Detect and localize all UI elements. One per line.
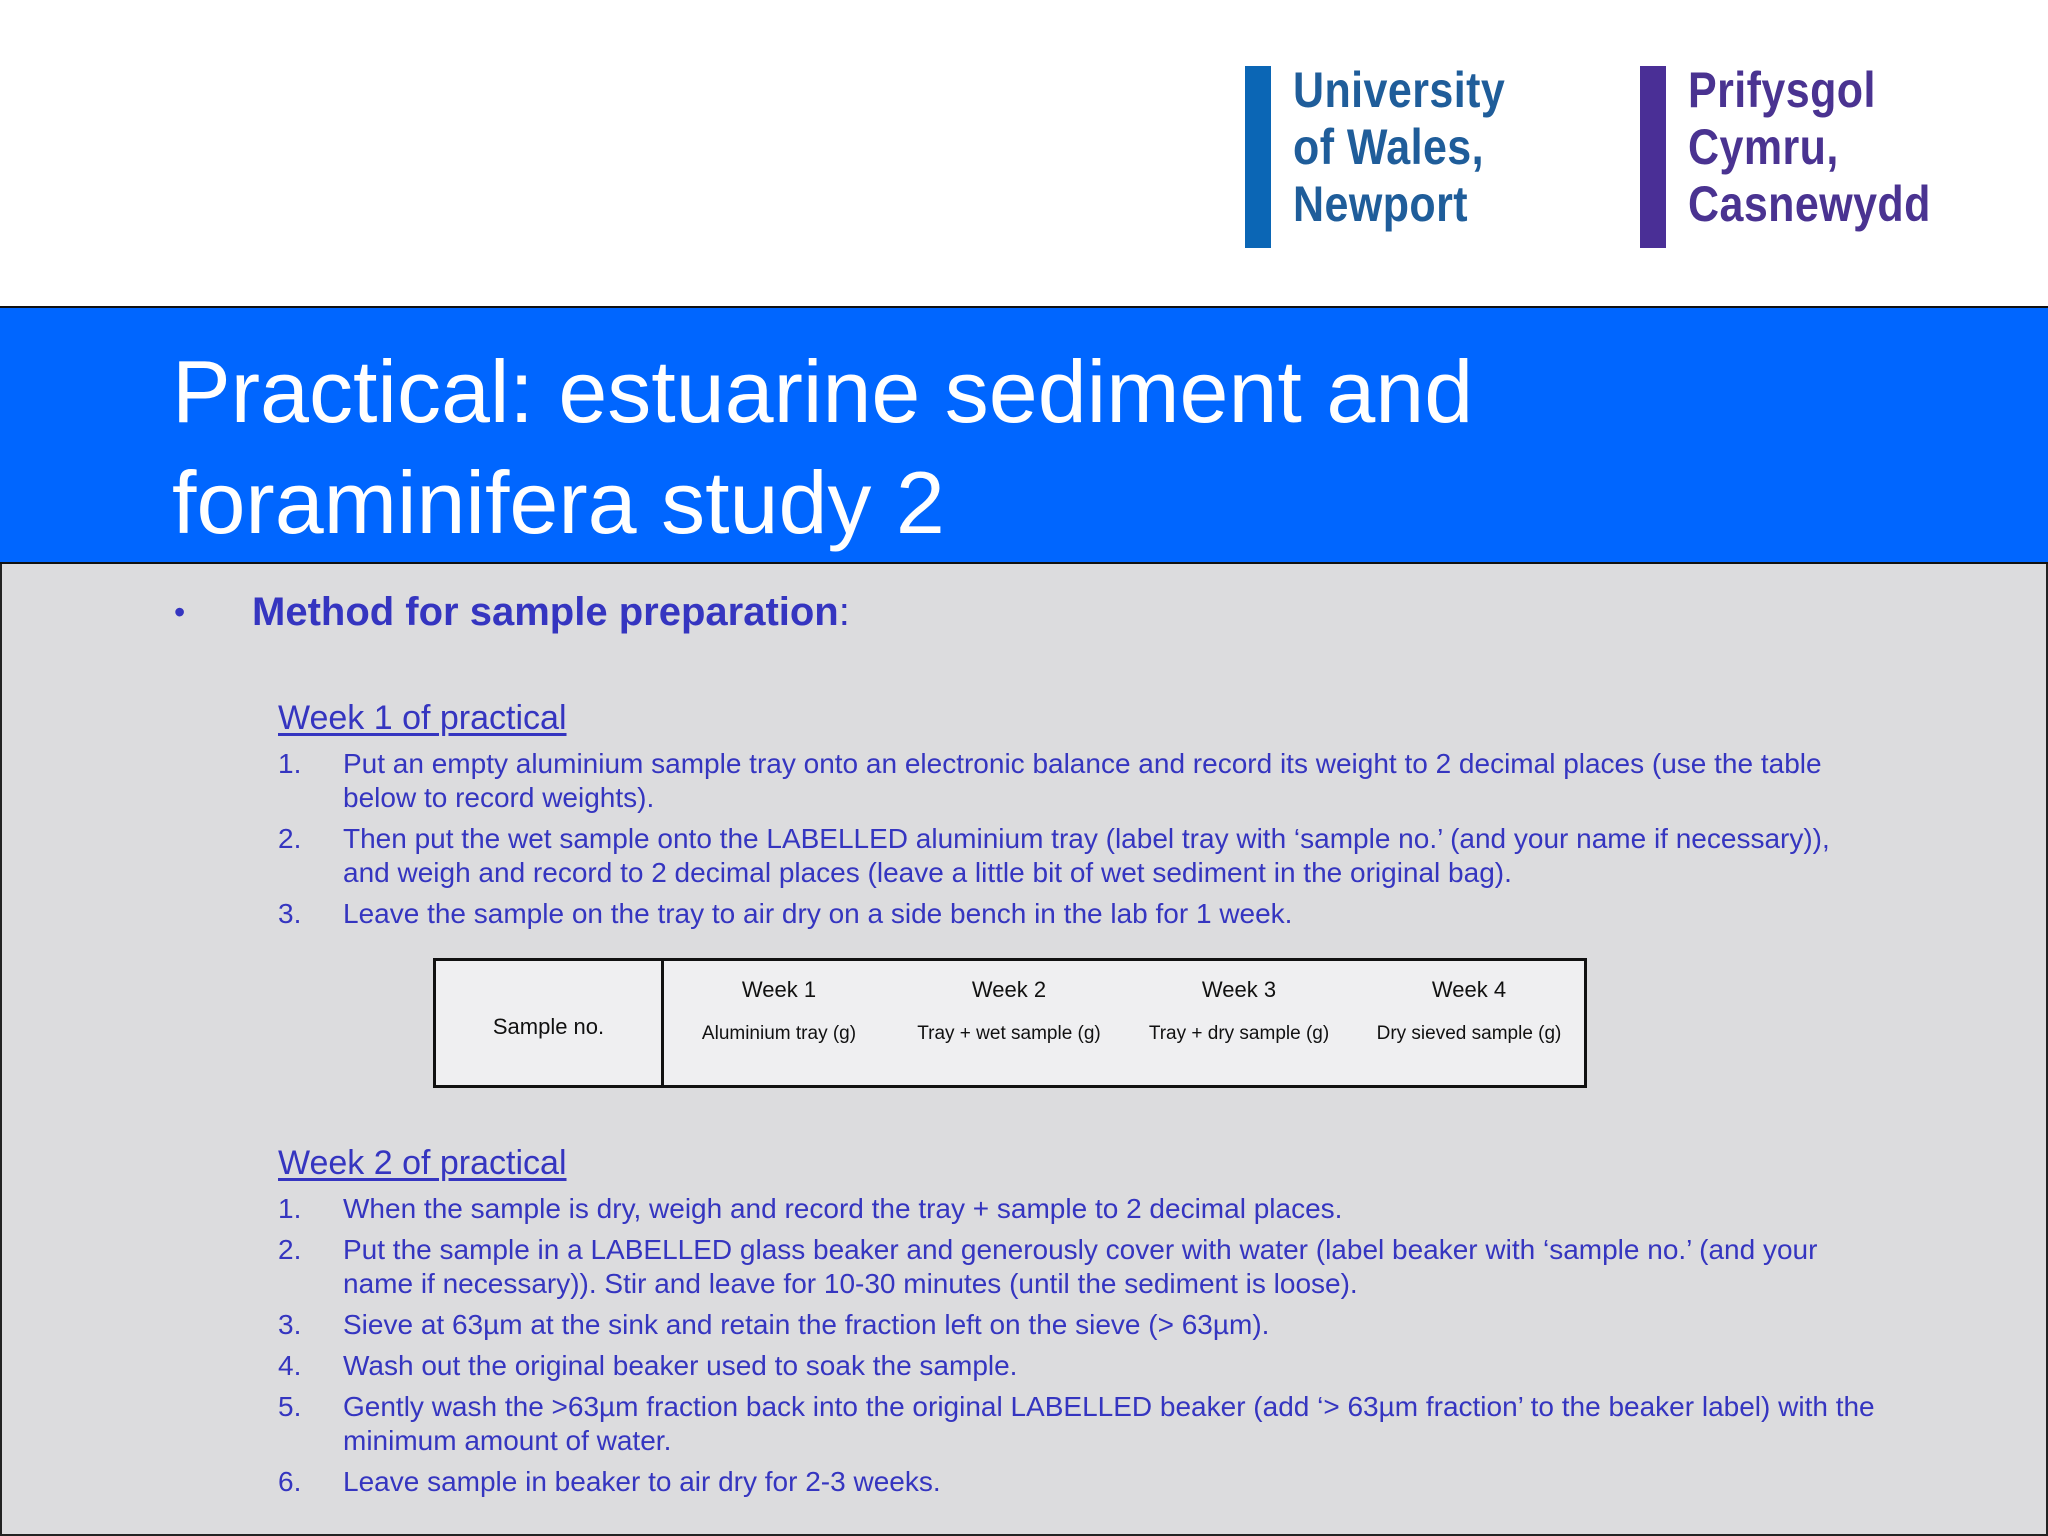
university-logo-english xyxy=(1245,62,1506,248)
logo-bar xyxy=(1245,66,1271,248)
logo-line: Cymru, xyxy=(1688,119,1839,175)
week2-steps xyxy=(278,1192,1878,1506)
logo-line: Newport xyxy=(1293,176,1469,232)
table-week-label: Week 4 xyxy=(1431,977,1507,1002)
university-logo-welsh xyxy=(1640,62,1940,248)
step-number: 2. xyxy=(278,1234,302,1265)
step-item xyxy=(278,897,1878,931)
week1-heading: Week 1 of practical xyxy=(278,699,567,737)
logo-text xyxy=(1688,62,1931,233)
step-number: 1. xyxy=(278,1193,302,1224)
weights-table xyxy=(433,958,1587,1088)
step-number: 3. xyxy=(278,1309,302,1340)
step-item xyxy=(278,747,1878,815)
step-item xyxy=(278,1308,1878,1342)
logo-line: of Wales, xyxy=(1293,119,1485,175)
week2-heading: Week 2 of practical xyxy=(278,1144,567,1182)
table-column-week3 xyxy=(1124,961,1354,1085)
logo-line: Casnewydd xyxy=(1688,176,1931,232)
step-text: Wash out the original beaker used to soak the sample. xyxy=(343,1350,1018,1381)
table-column-week2 xyxy=(894,961,1124,1085)
step-number: 1. xyxy=(278,748,302,779)
table-measure-label: Tray + wet sample (g) xyxy=(917,1023,1101,1044)
week1-steps xyxy=(278,747,1878,938)
step-item xyxy=(278,822,1878,890)
table-column-week1 xyxy=(664,961,894,1085)
method-heading-text xyxy=(252,588,850,636)
table-measure-label: Aluminium tray (g) xyxy=(701,1023,857,1044)
table-measure-label: Dry sieved sample (g) xyxy=(1376,1023,1562,1044)
title-band xyxy=(0,306,2048,564)
table-week-label: Week 1 xyxy=(741,977,817,1002)
method-heading-suffix: : xyxy=(838,590,850,634)
step-item xyxy=(278,1349,1878,1383)
table-header-sample-no: Sample no. xyxy=(436,961,664,1085)
method-heading-bold: Method for sample preparation xyxy=(252,590,839,634)
step-item xyxy=(278,1390,1878,1458)
step-item xyxy=(278,1192,1878,1226)
step-number: 2. xyxy=(278,823,302,854)
table-column-week4 xyxy=(1354,961,1584,1085)
step-text: When the sample is dry, weigh and record the tray + sample to 2 decimal places. xyxy=(343,1193,1343,1224)
step-text: Sieve at 63µm at the sink and retain the fraction left on the sieve (> 63µm). xyxy=(343,1309,1270,1340)
step-text: Put the sample in a LABELLED glass beaker and generously cover with water (label beaker with ‘sample no.’ (and your name if necessary)). Stir and leave for 10-30 minutes (until the sediment is loose). xyxy=(343,1234,1818,1299)
logo-text xyxy=(1293,62,1505,233)
step-text: Leave sample in beaker to air dry for 2-3 weeks. xyxy=(343,1466,941,1497)
logo-line: University xyxy=(1293,62,1506,118)
step-text: Put an empty aluminium sample tray onto an electronic balance and record its weight to 2 decimal places (use the table below to record weights). xyxy=(343,748,1822,813)
bullet-icon: • xyxy=(174,594,186,630)
logo-bar xyxy=(1640,66,1666,248)
table-week-label: Week 3 xyxy=(1201,977,1277,1002)
step-number: 4. xyxy=(278,1350,302,1381)
logo-line: Prifysgol xyxy=(1688,62,1876,118)
slide-content xyxy=(0,564,2048,1536)
step-text: Gently wash the >63µm fraction back into the original LABELLED beaker (add ‘> 63µm fraction’ to the beaker label) with the minimum amount of water. xyxy=(343,1391,1875,1456)
slide-title: Practical: estuarine sediment and foraminifera study 2 xyxy=(172,342,1474,552)
step-item xyxy=(278,1233,1878,1301)
step-number: 3. xyxy=(278,898,302,929)
step-text: Then put the wet sample onto the LABELLED aluminium tray (label tray with ‘sample no.’ (and your name if necessary)), and weigh and record to 2 decimal places (leave a little bit of wet sediment in the original bag). xyxy=(343,823,1830,888)
table-week-label: Week 2 xyxy=(971,977,1047,1002)
step-text: Leave the sample on the tray to air dry on a side bench in the lab for 1 week. xyxy=(343,898,1293,929)
step-number: 6. xyxy=(278,1466,302,1497)
table-measure-label: Tray + dry sample (g) xyxy=(1148,1023,1330,1044)
step-item xyxy=(278,1465,1878,1499)
step-number: 5. xyxy=(278,1391,302,1422)
